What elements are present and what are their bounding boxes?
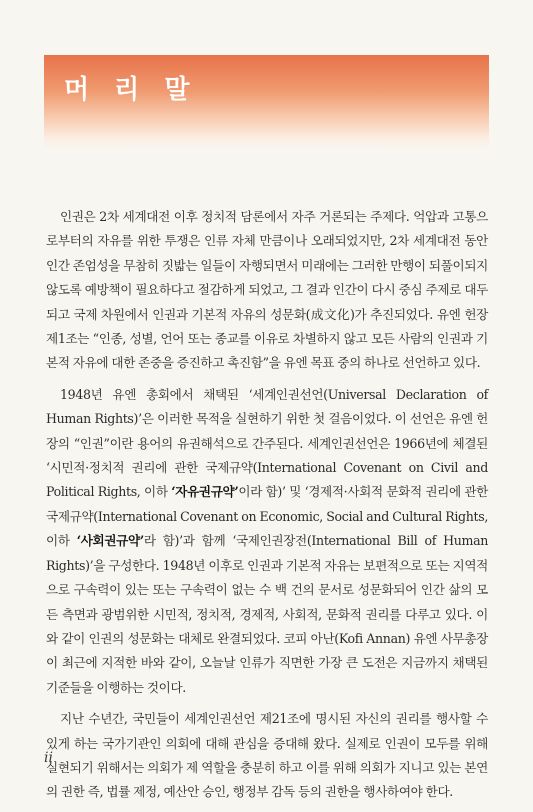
preface-body xyxy=(46,205,488,812)
page-number: ii xyxy=(44,750,53,766)
page-title: 머 리 말 xyxy=(64,75,198,105)
title-banner xyxy=(44,55,489,150)
text-run: 1948년 유엔 총회에서 채택된 ‘세계인권선언(Universal Declaration of Human Rights)’은 이러한 목적을 실현하기 위한 첫 걸음이었다. 이 선언은 유엔 헌장의 “인권”이란 용어의 유권해석으로 간주된다. 세계인권선언은 1966년에 체결된 ‘시민적·정치적 권리에 관한 국제규약(International Covenant on Civil and Political Rights, 이하 xyxy=(46,386,488,500)
emphasized-term: ‘자유권규약’ xyxy=(171,484,239,500)
paragraph xyxy=(46,707,488,805)
text-run: 인권은 2차 세계대전 이후 정치적 담론에서 자주 거론되는 주제다. 억압과 고통으로부터의 자유를 위한 투쟁은 인류 자체 만큼이나 오래되었지만, 2차 세계대전 동안 인간 존엄성을 무참히 짓밟는 일들이 자행되면서 미래에는 그러한 만행이 되풀이되지 않도록 예방책이 필요하다고 절감하게 되었고, 그 결과 인간이 다시 중심 주제로 대두되고 국제 차원에서 인권과 기본적 자유의 성문화(成文化)가 추진되었다. 유엔 헌장 제1조는 “인종, 성별, 언어 또는 종교를 이유로 차별하지 않고 모든 사람의 인권과 기본적 자유에 대한 존중을 증진하고 촉진함”을 유엔 목표 중의 하나로 선언하고 있다. xyxy=(46,209,488,371)
text-run: 이라 함)’ 및 ‘경제적·사회적 문화적 권리에 관한 국제규약(International Covenant on Economic, Social and Cultural Rights, 이하 xyxy=(46,484,489,549)
paragraph xyxy=(46,383,488,700)
emphasized-term: ‘사회권규약’ xyxy=(76,533,144,549)
text-run: 지난 수년간, 국민들이 세계인권선언 제21조에 명시된 자신의 권리를 행사할 수 있게 하는 국가기관인 의회에 대해 관심을 증대해 왔다. 실제로 인권이 모두를 위해 실현되기 위해서는 의회가 제 역할을 충분히 하고 이를 위해 의회가 지니고 있는 본연의 권한 즉, 법률 제정, 예산안 승인, 행정부 감독 등의 권한을 행사하여야 한다. xyxy=(46,711,488,800)
paragraph xyxy=(46,205,488,376)
text-run: 라 함)’과 함께 ‘국제인권장전(International Bill of Human Rights)’을 구성한다. 1948년 이후로 인권과 기본적 자유는 보편적으로 또는 지역적으로 구속력이 있는 또는 구속력이 없는 수 백 건의 문서로 성문화되어 인간 삶의 모든 측면과 광범위한 시민적, 정치적, 경제적, 사회적, 문화적 권리를 다루고 있다. 이와 같이 인권의 성문화는 대체로 완결되었다. 코피 아난(Kofi Annan) 유엔 사무총장이 최근에 지적한 바와 같이, 오늘날 인류가 직면한 가장 큰 도전은 지금까지 채택된 기준들을 이행하는 것이다. xyxy=(46,533,488,695)
